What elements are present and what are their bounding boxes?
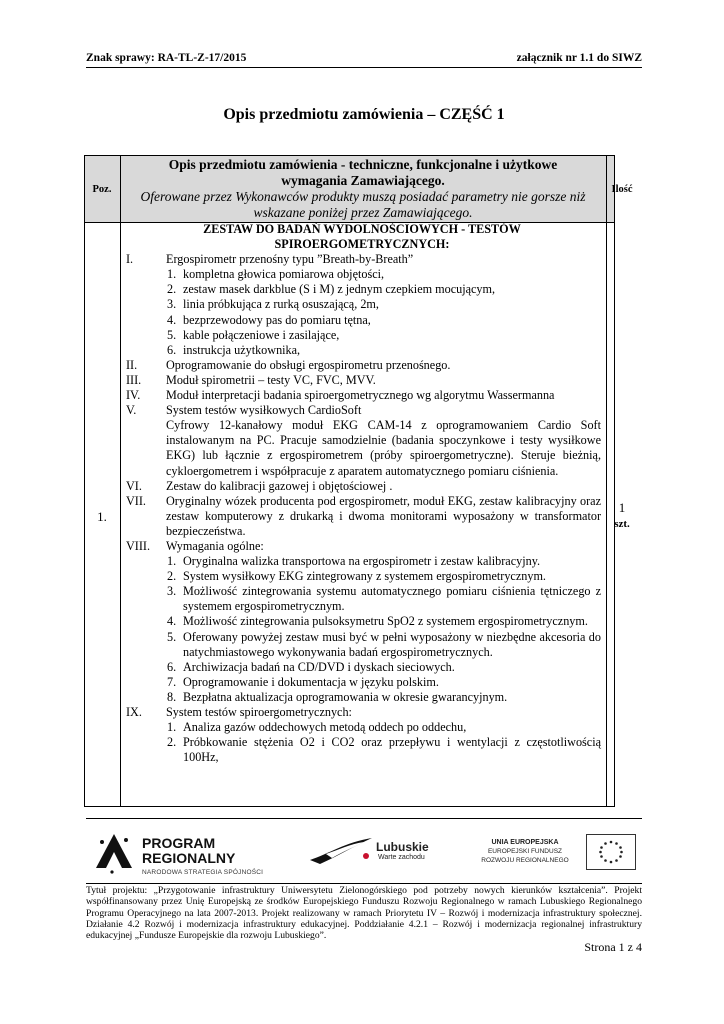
sub-item bbox=[123, 343, 601, 358]
program-line1: PROGRAM bbox=[142, 835, 216, 851]
item-text: System testów wysiłkowych CardioSoft bbox=[166, 403, 362, 418]
list-item bbox=[123, 373, 601, 388]
sub-number: 2. bbox=[167, 569, 177, 584]
header-desc-line1: Opis przedmiotu zamówienia - techniczne, funkcjonalne i użytkowe bbox=[168, 157, 558, 172]
header-position: Poz. bbox=[92, 184, 112, 195]
item-number: I. bbox=[126, 252, 134, 267]
lubuskie-text: Lubuskie bbox=[376, 840, 429, 854]
header-description bbox=[121, 157, 605, 221]
column-divider bbox=[606, 156, 607, 806]
program-subtitle: NARODOWA STRATEGIA SPÓJNOŚCI bbox=[142, 869, 264, 876]
program-regionalny-text bbox=[142, 836, 235, 866]
item-number: III. bbox=[126, 372, 142, 387]
eu-title: UNIA EUROPEJSKA bbox=[491, 839, 559, 846]
column-divider bbox=[120, 156, 121, 806]
sub-number: 6. bbox=[167, 342, 177, 357]
sub-text: System wysiłkowy EKG zintegrowany z systemem ergospirometrycznym. bbox=[183, 569, 546, 584]
sub-text: Możliwość zintegrowania pulsoksymetru SpO2 z systemem ergospirometrycznym. bbox=[183, 614, 588, 629]
sub-number: 1. bbox=[167, 720, 177, 735]
header-desc-italic: Oferowane przez Wykonawców produkty muszą posiadać parametry nie gorsze niż wskazane poniżej przez Zamawiającego. bbox=[140, 189, 586, 220]
item-text: Oprogramowanie do obsługi ergospirometru przenośnego. bbox=[166, 357, 451, 372]
sub-text: kable połączeniowe i zasilające, bbox=[183, 327, 340, 342]
sub-item bbox=[123, 735, 601, 765]
sub-text: Oprogramowanie i dokumentacja w języku polskim. bbox=[183, 674, 439, 689]
sub-number: 2. bbox=[167, 282, 177, 297]
sub-text: instrukcja użytkownika, bbox=[183, 342, 301, 357]
sub-text: Analiza gazów oddechowych metodą oddech po oddechu, bbox=[183, 720, 467, 735]
row-content bbox=[123, 222, 601, 765]
eu-fund-text bbox=[470, 838, 580, 865]
sub-item bbox=[123, 660, 601, 675]
footer-divider bbox=[86, 818, 642, 819]
eu-line3: ROZWOJU REGIONALNEGO bbox=[481, 857, 569, 864]
list-item bbox=[123, 252, 601, 267]
list-item bbox=[123, 388, 601, 403]
sub-item bbox=[123, 720, 601, 735]
list-item bbox=[123, 705, 601, 720]
list-item bbox=[123, 539, 601, 554]
sub-text: Próbkowanie stężenia O2 i CO2 oraz przepływu i wentylacji z częstotliwością 100Hz, bbox=[183, 735, 601, 765]
lubuskie-subtitle: Warte zachodu bbox=[378, 854, 425, 861]
attachment-label: załącznik nr 1.1 do SIWZ bbox=[516, 52, 642, 64]
project-footnote: Tytuł projektu: „Przygotowanie infrastruktury Uniwersytetu Zielonogórskiego pod potrzeby nowych kierunków kształcenia”. Projekt współfinansowany przez Unię Europejską ze środków Europejskiego Funduszu Rozwoju Regionalnego w ramach Lubuskiego Regionalnego Programu Operacyjnego na lata 2007-2013. Projekt realizowany w ramach Priorytetu IV – Rozwój i modernizacja infrastruktury społecznej. Działanie 4.2 Rozwój i modernizacja infrastruktury edukacyjnej. Poddziałanie 4.2.1 – Rozwój i modernizacja regionalnej infrastruktury edukacyjnej „Fundusze Europejskie dla rozwoju Lubuskiego”. bbox=[86, 885, 642, 942]
item-number: VII. bbox=[126, 493, 146, 508]
sub-item bbox=[123, 328, 601, 343]
list-item bbox=[123, 494, 601, 539]
header-desc-line2: wymagania Zamawiającego. bbox=[281, 173, 445, 188]
sub-item bbox=[123, 569, 601, 584]
sub-number: 8. bbox=[167, 689, 177, 704]
sub-item bbox=[123, 554, 601, 569]
sub-item bbox=[123, 297, 601, 312]
sub-item bbox=[123, 690, 601, 705]
item-number: VI. bbox=[126, 478, 142, 493]
case-number: Znak sprawy: RA-TL-Z-17/2015 bbox=[86, 52, 247, 64]
item-text: Ergospirometr przenośny typu ”Breath-by-Breath” bbox=[166, 252, 414, 267]
item-number: IX. bbox=[126, 705, 142, 719]
row-position: 1. bbox=[97, 509, 107, 524]
sub-item bbox=[123, 267, 601, 282]
sub-item bbox=[123, 313, 601, 328]
sub-text: linia próbkująca z rurką osuszającą, 2m, bbox=[183, 297, 379, 312]
sub-number: 7. bbox=[167, 674, 177, 689]
sub-number: 5. bbox=[167, 327, 177, 342]
list-item bbox=[123, 403, 601, 418]
sub-number: 1. bbox=[167, 554, 177, 569]
sub-text: Bezpłatna aktualizacja oprogramowania w okresie gwarancyjnym. bbox=[183, 689, 508, 704]
logo-bar bbox=[86, 824, 642, 880]
sub-item bbox=[123, 614, 601, 629]
program-line2: REGIONALNY bbox=[142, 850, 236, 866]
page-number: Strona 1 z 4 bbox=[584, 940, 642, 954]
sub-number: 3. bbox=[167, 297, 177, 312]
sub-item bbox=[123, 675, 601, 690]
eu-line2: EUROPEJSKI FUNDUSZ bbox=[487, 848, 563, 855]
sub-text: bezprzewodowy pas do pomiaru tętna, bbox=[183, 312, 371, 327]
section-title: ZESTAW DO BADAŃ WYDOLNOŚCIOWYCH - TESTÓW SPIROERGOMETRYCZNYCH: bbox=[203, 222, 521, 252]
item-number: II. bbox=[126, 357, 138, 372]
sub-number: 3. bbox=[167, 584, 177, 599]
sub-text: kompletna głowica pomiarowa objętości, bbox=[183, 267, 385, 282]
sub-number: 6. bbox=[167, 659, 177, 674]
list-item bbox=[123, 358, 601, 373]
sub-item bbox=[123, 584, 601, 614]
header-quantity: Ilość bbox=[611, 184, 633, 195]
sub-text: zestaw masek darkblue (S i M) z jednym czepkiem mocującym, bbox=[183, 282, 496, 297]
header-divider bbox=[86, 67, 642, 68]
program-regionalny-logo-icon bbox=[92, 828, 136, 876]
item-number: V. bbox=[126, 403, 137, 418]
list-item bbox=[123, 479, 601, 494]
item-text: Moduł interpretacji badania spiroergometrycznego wg algorytmu Wassermanna bbox=[166, 388, 555, 403]
sub-text: Archiwizacja badań na CD/DVD i dyskach sieciowych. bbox=[183, 659, 455, 674]
item-text: System testów spiroergometrycznych: bbox=[166, 705, 352, 719]
row-quantity bbox=[607, 500, 637, 532]
item-text: Zestaw do kalibracji gazowej i objętościowej . bbox=[166, 478, 393, 493]
sub-number: 4. bbox=[167, 312, 177, 327]
item-number: IV. bbox=[126, 388, 141, 403]
sub-number: 2. bbox=[167, 735, 177, 750]
specification-table bbox=[84, 155, 633, 807]
item-extra-text: Cyfrowy 12-kanałowy moduł EKG CAM-14 z oprogramowaniem Cardio Soft instalowanym na PC. Pracuje samodzielnie (badania spoczynkowe i testy wysiłkowe EKG) lub łącznie z ergospirometrem (próby spiroergometryczne). Steruje bieżnią, cykloergometrem i współpracuje z aparatem automatycznego pomiaru ciśnienia. bbox=[166, 418, 601, 478]
sub-text: Możliwość zintegrowania systemu automatycznego pomiaru ciśnienia tętniczego z systemem ergospirometrycznym. bbox=[183, 584, 601, 614]
sub-item bbox=[123, 282, 601, 297]
item-number: VIII. bbox=[126, 538, 151, 553]
sub-text: Oryginalna walizka transportowa na ergospirometr i zestaw kalibracyjny. bbox=[183, 554, 541, 569]
sub-number: 5. bbox=[167, 629, 177, 644]
item-text: Oryginalny wózek producenta pod ergospirometr, moduł EKG, zestaw kalibracyjny oraz zestaw komputerowy z drukarką i dwoma monitorami wyposażony w transformator bezpieczeństwa. bbox=[166, 493, 601, 538]
page-title: Opis przedmiotu zamówienia – CZĘŚĆ 1 bbox=[223, 106, 505, 123]
quantity-unit: szt. bbox=[614, 518, 630, 530]
eu-flag-icon bbox=[586, 834, 636, 870]
lubuskie-logo-icon bbox=[308, 834, 374, 866]
quantity-value: 1 bbox=[618, 500, 626, 515]
sub-text: Oferowany powyżej zestaw musi być w pełni wyposażony w niezbędne akcesoria do natychmiastowego wykonywania badań ergospirometrycznych. bbox=[183, 629, 601, 659]
sub-item bbox=[123, 630, 601, 660]
sub-number: 4. bbox=[167, 614, 177, 629]
sub-number: 1. bbox=[167, 267, 177, 282]
item-text: Moduł spirometrii – testy VC, FVC, MVV. bbox=[166, 372, 376, 387]
item-text: Wymagania ogólne: bbox=[166, 538, 264, 553]
